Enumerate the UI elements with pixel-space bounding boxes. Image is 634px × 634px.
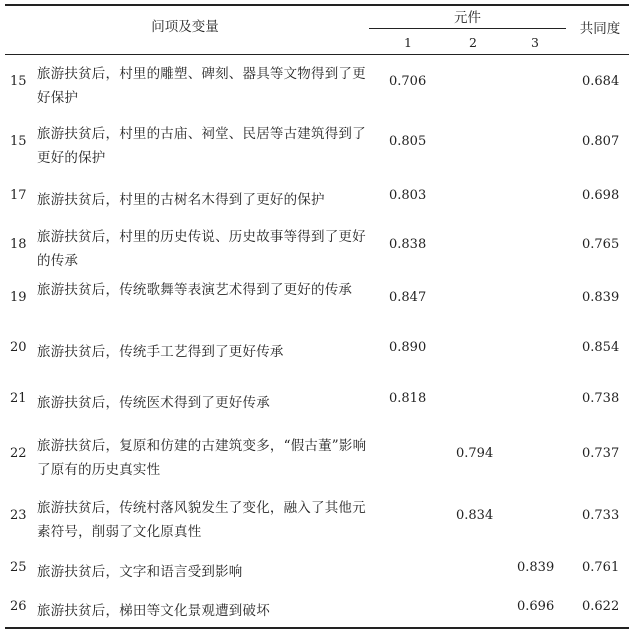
row-number: 20 (10, 340, 27, 355)
component-2-value: 0.834 (456, 508, 494, 523)
header-communality: 共同度 (579, 21, 621, 37)
row-number: 23 (10, 508, 27, 523)
component-subrule (369, 28, 566, 29)
table-row (0, 188, 634, 212)
header-rule (5, 54, 629, 55)
component-2-value: 0.794 (456, 446, 494, 461)
table-row (0, 225, 634, 273)
row-number: 25 (10, 560, 27, 575)
bottom-rule (5, 627, 629, 629)
row-text: 旅游扶贫后，村里的历史传说、历史故事等得到了更好的传承 (37, 229, 366, 269)
row-number: 19 (10, 290, 27, 305)
component-1-value: 0.805 (389, 134, 427, 149)
header-component-group: 元件 (454, 10, 481, 26)
communality-value: 0.737 (582, 446, 620, 461)
communality-value: 0.684 (582, 74, 620, 89)
row-text: 旅游扶贫后，复原和仿建的古建筑变多，“假古董”影响了原有的历史真实性 (37, 438, 367, 478)
row-number: 17 (10, 188, 27, 203)
top-rule (5, 4, 629, 6)
communality-value: 0.698 (582, 188, 620, 203)
row-text: 旅游扶贫后，传统手工艺得到了更好传承 (37, 344, 284, 360)
table-row (0, 122, 634, 170)
component-1-value: 0.890 (389, 340, 427, 355)
component-1-value: 0.847 (389, 290, 427, 305)
table-row (0, 496, 634, 544)
table-row (0, 599, 634, 623)
header-component-3: 3 (531, 35, 539, 50)
component-1-value: 0.838 (389, 237, 427, 252)
component-3-value: 0.696 (517, 599, 555, 614)
communality-value: 0.733 (582, 508, 620, 523)
communality-value: 0.807 (582, 134, 620, 149)
row-number: 15 (10, 74, 27, 89)
communality-value: 0.738 (582, 391, 620, 406)
component-3-value: 0.839 (517, 560, 555, 575)
component-1-value: 0.803 (389, 188, 427, 203)
table-row (0, 560, 634, 584)
component-1-value: 0.818 (389, 391, 427, 406)
header-component-1: 1 (404, 35, 412, 50)
row-number: 22 (10, 446, 27, 461)
header-variable: 问项及变量 (151, 19, 219, 35)
table-row (0, 278, 634, 326)
row-number: 15 (10, 134, 27, 149)
row-text: 旅游扶贫后，村里的古庙、祠堂、民居等古建筑得到了更好的保护 (37, 126, 366, 166)
header-component-2: 2 (469, 35, 477, 50)
row-text: 旅游扶贫后，村里的古树名木得到了更好的保护 (37, 192, 325, 208)
row-text: 旅游扶贫后，梯田等文化景观遭到破坏 (37, 603, 270, 619)
table-row (0, 391, 634, 415)
row-number: 18 (10, 237, 27, 252)
communality-value: 0.761 (582, 560, 620, 575)
row-text: 旅游扶贫后，传统村落风貌发生了变化，融入了其他元素符号，削弱了文化原真性 (37, 500, 366, 540)
communality-value: 0.622 (582, 599, 620, 614)
row-text: 旅游扶贫后，传统医术得到了更好传承 (37, 395, 270, 411)
table-row (0, 62, 634, 110)
row-number: 26 (10, 599, 27, 614)
table-row (0, 434, 634, 482)
communality-value: 0.854 (582, 340, 620, 355)
row-text: 旅游扶贫后，文字和语言受到影响 (37, 564, 243, 580)
component-1-value: 0.706 (389, 74, 427, 89)
table-row (0, 340, 634, 364)
row-text: 旅游扶贫后，传统歌舞等表演艺术得到了更好的传承 (37, 282, 353, 298)
communality-value: 0.765 (582, 237, 620, 252)
row-text: 旅游扶贫后，村里的雕塑、碑刻、器具等文物得到了更好保护 (37, 66, 366, 106)
communality-value: 0.839 (582, 290, 620, 305)
row-number: 21 (10, 391, 27, 406)
